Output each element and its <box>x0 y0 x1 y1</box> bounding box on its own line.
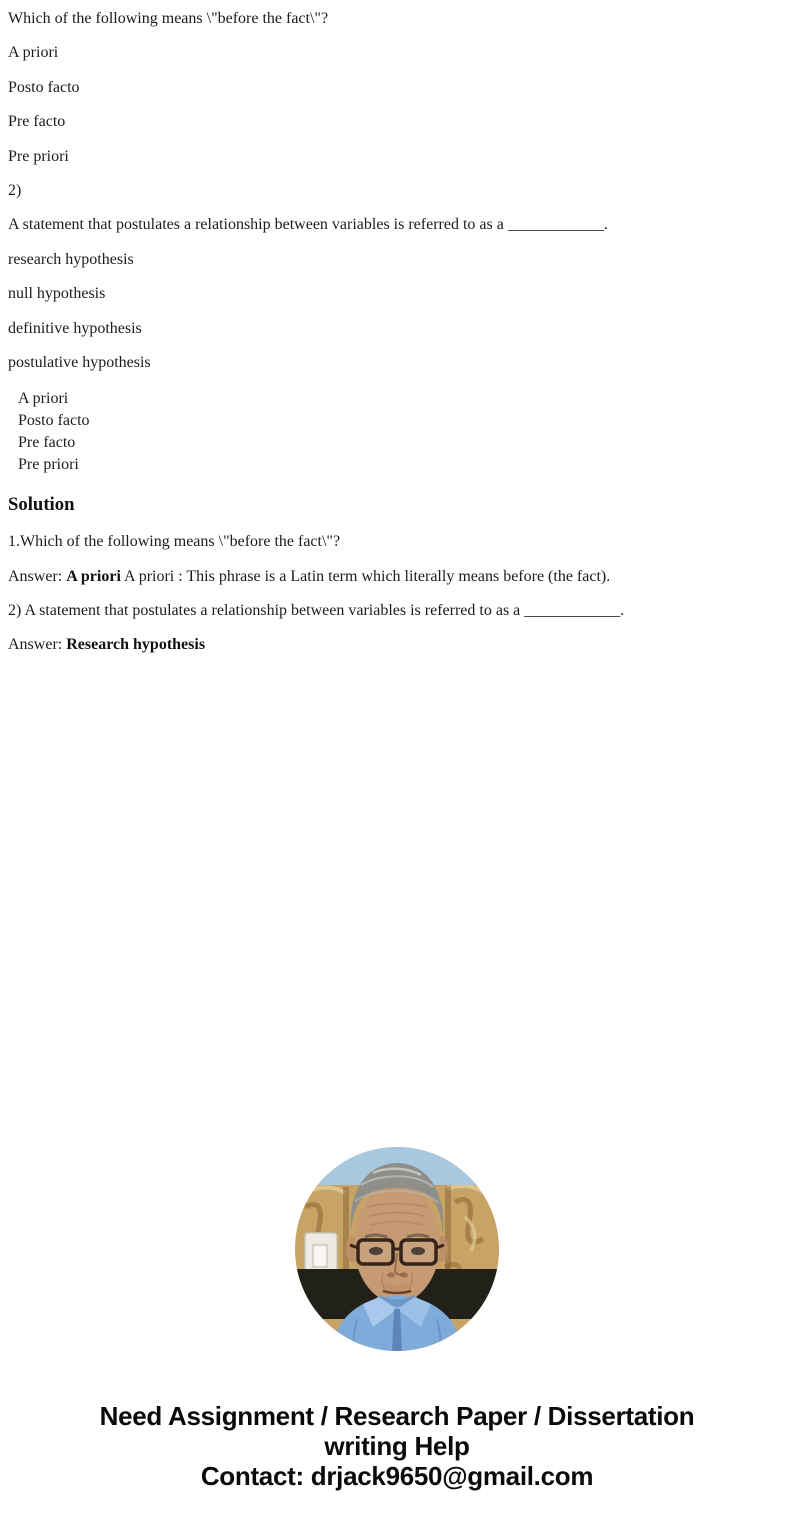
choice-item: Posto facto <box>18 412 90 430</box>
solution-question-1: 1.Which of the following means \"before the fact\"? <box>8 533 341 551</box>
answer-label: Answer: <box>8 636 63 654</box>
footer-line-1: Need Assignment / Research Paper / Dissertation <box>99 1400 695 1431</box>
answer-1-bold: A priori <box>66 567 121 585</box>
answer-1-explanation: A priori : This phrase is a Latin term which literally means before (the fact). <box>124 567 611 585</box>
question-2-option-a: research hypothesis <box>8 250 134 268</box>
answer-choice-block <box>8 388 786 475</box>
question-2-option-b: null hypothesis <box>8 285 106 303</box>
tutor-photo-avatar <box>295 1147 499 1351</box>
solution-question-2: 2) A statement that postulates a relationship between variables is referred to as a ____________. <box>8 602 625 620</box>
question-1-option-c: Pre facto <box>8 113 66 131</box>
solution-answer-1 <box>8 568 786 586</box>
question-2-option-c: definitive hypothesis <box>8 319 142 337</box>
question-2-number: 2) <box>8 181 22 199</box>
footer-line-2: writing Help <box>324 1430 470 1461</box>
avatar-container <box>8 1147 786 1351</box>
choice-item: A priori <box>18 390 69 408</box>
question-1-option-b: Posto facto <box>8 78 80 96</box>
question-2-option-d: postulative hypothesis <box>8 353 151 371</box>
solution-answer-2 <box>8 636 786 654</box>
footer-contact-email: Contact: drjack9650@gmail.com <box>200 1460 594 1491</box>
answer-label: Answer: <box>8 567 63 585</box>
answer-2-bold: Research hypothesis <box>66 636 206 654</box>
choice-item: Pre priori <box>18 455 79 473</box>
solution-heading: Solution <box>8 494 75 516</box>
choice-item: Pre facto <box>18 433 76 451</box>
footer-banner <box>8 1401 786 1519</box>
question-1-option-d: Pre priori <box>8 147 69 165</box>
question-2-text: A statement that postulates a relationship between variables is referred to as a ____________. <box>8 216 608 234</box>
question-1-text: Which of the following means \"before the fact\"? <box>8 10 329 27</box>
question-1-option-a: A priori <box>8 44 59 62</box>
